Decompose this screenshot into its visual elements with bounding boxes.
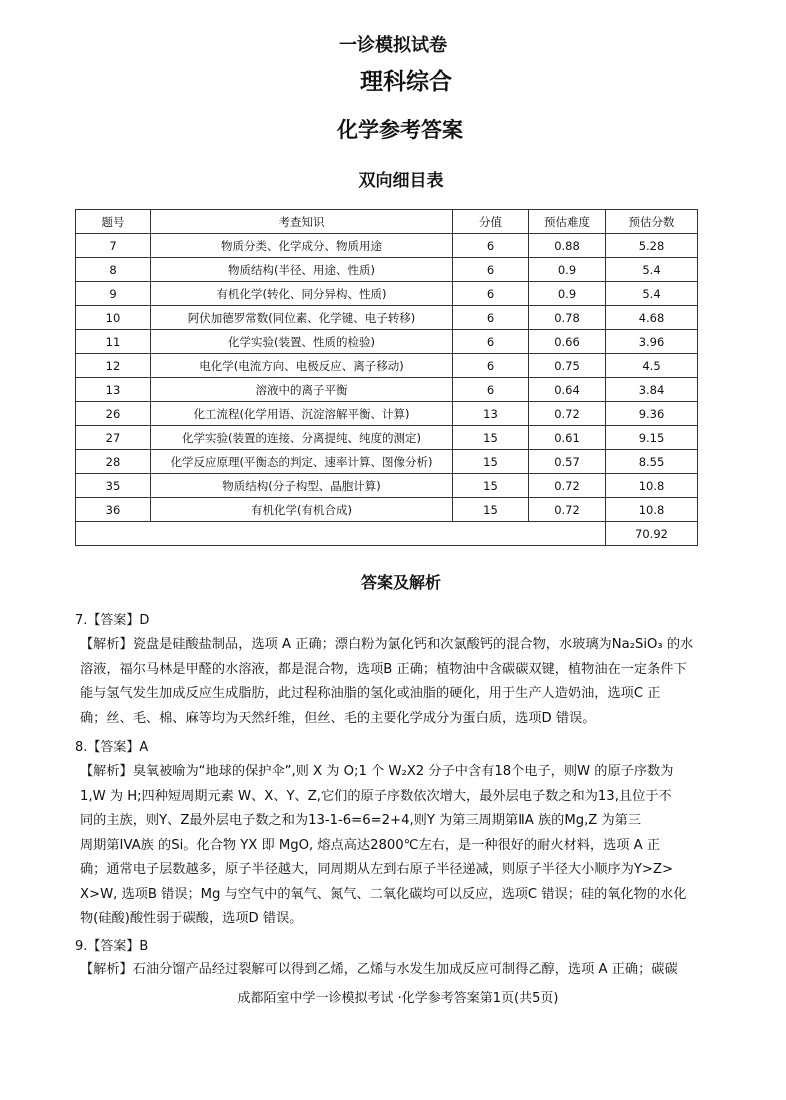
subject-title: 理科综合 (360, 69, 452, 95)
col-header: 题号 (76, 210, 151, 234)
difficulty-cell: 0.78 (529, 306, 606, 330)
estimated-score-cell: 5.4 (606, 282, 698, 306)
topic-cell: 物质结构(分子构型、晶胞计算) (151, 474, 453, 498)
topic-cell: 阿伏加德罗常数(同位素、化学键、电子转移) (151, 306, 453, 330)
estimated-score-cell: 9.36 (606, 402, 698, 426)
topic-cell: 化学反应原理(平衡态的判定、速率计算、图像分析) (151, 450, 453, 474)
difficulty-cell: 0.9 (529, 282, 606, 306)
q8-answer: 8.【答案】A (75, 740, 149, 755)
question-number-cell: 8 (76, 258, 151, 282)
table-row (76, 234, 698, 258)
score-cell: 15 (453, 426, 529, 450)
estimated-score-cell: 4.68 (606, 306, 698, 330)
table-row (76, 402, 698, 426)
score-cell: 6 (453, 378, 529, 402)
table-row (76, 498, 698, 522)
analysis-line: 同的主族，则Y、Z最外层电子数之和为13-1-6=6=2+4,则Y 为第三周期第ⅡA 族的Mg,Z 为第三 (80, 813, 642, 828)
question-number-cell: 10 (76, 306, 151, 330)
table-title: 双向细目表 (358, 171, 444, 191)
col-header: 预估分数 (606, 210, 698, 234)
difficulty-cell: 0.88 (529, 234, 606, 258)
q9-answer: 9.【答案】B (75, 939, 149, 954)
score-cell: 6 (453, 330, 529, 354)
estimated-score-cell: 3.84 (606, 378, 698, 402)
q9-analysis (80, 958, 702, 983)
question-number-cell: 27 (76, 426, 151, 450)
exam-title: 一诊模拟试卷 (339, 35, 447, 56)
difficulty-cell: 0.57 (529, 450, 606, 474)
col-header: 预估难度 (529, 210, 606, 234)
table-body (76, 234, 698, 522)
topic-cell: 化学实验(装置、性质的检验) (151, 330, 453, 354)
table-row (76, 330, 698, 354)
difficulty-cell: 0.75 (529, 354, 606, 378)
table-row (76, 474, 698, 498)
estimated-score-cell: 10.8 (606, 498, 698, 522)
table-row (76, 306, 698, 330)
topic-cell: 溶液中的离子平衡 (151, 378, 453, 402)
difficulty-cell: 0.72 (529, 474, 606, 498)
estimated-score-cell: 8.55 (606, 450, 698, 474)
answer-title: 化学参考答案 (337, 118, 463, 142)
question-number-cell: 13 (76, 378, 151, 402)
q7-analysis (80, 633, 702, 731)
question-number-cell: 9 (76, 282, 151, 306)
col-header: 分值 (453, 210, 529, 234)
estimated-score-cell: 4.5 (606, 354, 698, 378)
difficulty-cell: 0.9 (529, 258, 606, 282)
question-number-cell: 35 (76, 474, 151, 498)
question-number-cell: 12 (76, 354, 151, 378)
question-number-cell: 36 (76, 498, 151, 522)
difficulty-cell: 0.72 (529, 402, 606, 426)
difficulty-cell: 0.66 (529, 330, 606, 354)
analysis-line: 1,W 为 H;四种短周期元素 W、X、Y、Z,它们的原子序数依次增大，最外层电子数之和为13,且位于不 (80, 788, 672, 804)
analysis-line: 能与氢气发生加成反应生成脂肪，此过程称油脂的氢化或油脂的硬化，用于生产人造奶油，选项C 正 (80, 686, 661, 701)
score-cell: 6 (453, 354, 529, 378)
analysis-line: 【解析】石油分馏产品经过裂解可以得到乙烯，乙烯与水发生加成反应可制得乙醇，选项 A 正确；碳碳 (80, 962, 678, 977)
difficulty-cell: 0.61 (529, 426, 606, 450)
question-number-cell: 11 (76, 330, 151, 354)
score-cell: 13 (453, 402, 529, 426)
total-row (76, 522, 698, 546)
table-row (76, 354, 698, 378)
q7-answer: 7.【答案】D (75, 613, 150, 628)
analysis-line: 确；丝、毛、棉、麻等均为天然纤维，但丝、毛的主要化学成分为蛋白质，选项D 错误。 (80, 710, 596, 726)
topic-cell: 化学实验(装置的连接、分离提纯、纯度的测定) (151, 426, 453, 450)
score-cell: 6 (453, 282, 529, 306)
analysis-line: X>W, 选项B 错误；Mg 与空气中的氧气、氮气、二氧化碳均可以反应，选项C 错误；硅的氧化物的水化 (80, 886, 687, 902)
estimated-score-cell: 5.28 (606, 234, 698, 258)
table-row (76, 378, 698, 402)
estimated-score-cell: 5.4 (606, 258, 698, 282)
difficulty-cell: 0.72 (529, 498, 606, 522)
q8-analysis (80, 760, 702, 932)
score-cell: 6 (453, 258, 529, 282)
total-spacer (76, 522, 606, 546)
estimated-score-cell: 9.15 (606, 426, 698, 450)
table-row (76, 450, 698, 474)
score-cell: 15 (453, 450, 529, 474)
topic-cell: 化工流程(化学用语、沉淀溶解平衡、计算) (151, 402, 453, 426)
analysis-line: 确；通常电子层数越多，原子半径越大，同周期从左到右原子半径递减，则原子半径大小顺序为Y>Z> (80, 862, 674, 877)
analysis-line: 周期第IVA族 的Si。化合物 YX 即 MgO, 熔点高达2800℃左右，是一种很好的耐火材料，选项 A 正 (80, 837, 661, 853)
question-number-cell: 7 (76, 234, 151, 258)
answers-section-title: 答案及解析 (360, 573, 441, 592)
question-number-cell: 26 (76, 402, 151, 426)
analysis-line: 【解析】臭氧被喻为“地球的保护伞”,则 X 为 O;1 个 W₂X2 分子中含有18个电子，则W 的原子序数为 (80, 764, 674, 779)
col-header: 考查知识 (151, 210, 453, 234)
topic-cell: 物质分类、化学成分、物质用途 (151, 234, 453, 258)
analysis-line: 溶液，福尔马林是甲醛的水溶液，都是混合物，选项B 正确；植物油中含碳碳双键，植物油在一定条件下 (80, 661, 687, 677)
score-cell: 6 (453, 306, 529, 330)
specification-table (75, 209, 698, 546)
estimated-score-cell: 3.96 (606, 330, 698, 354)
score-cell: 15 (453, 474, 529, 498)
score-cell: 15 (453, 498, 529, 522)
table-row (76, 258, 698, 282)
topic-cell: 物质结构(半径、用途、性质) (151, 258, 453, 282)
table-row (76, 426, 698, 450)
total-score: 70.92 (606, 522, 698, 546)
topic-cell: 有机化学(有机合成) (151, 498, 453, 522)
topic-cell: 电化学(电流方向、电极反应、离子移动) (151, 354, 453, 378)
topic-cell: 有机化学(转化、同分异构、性质) (151, 282, 453, 306)
score-cell: 6 (453, 234, 529, 258)
analysis-line: 物(硅酸)酸性弱于碳酸，选项D 错误。 (80, 911, 303, 926)
page-footer: 成都陌室中学一诊模拟考试 ·化学参考答案第1页(共5页) (237, 991, 559, 1006)
table-row (76, 282, 698, 306)
difficulty-cell: 0.64 (529, 378, 606, 402)
estimated-score-cell: 10.8 (606, 474, 698, 498)
analysis-line: 【解析】瓷盘是硅酸盐制品，选项 A 正确；漂白粉为氯化钙和次氯酸钙的混合物，水玻璃为Na₂SiO₃ 的水 (80, 637, 694, 652)
table-header-row (76, 210, 698, 234)
question-number-cell: 28 (76, 450, 151, 474)
